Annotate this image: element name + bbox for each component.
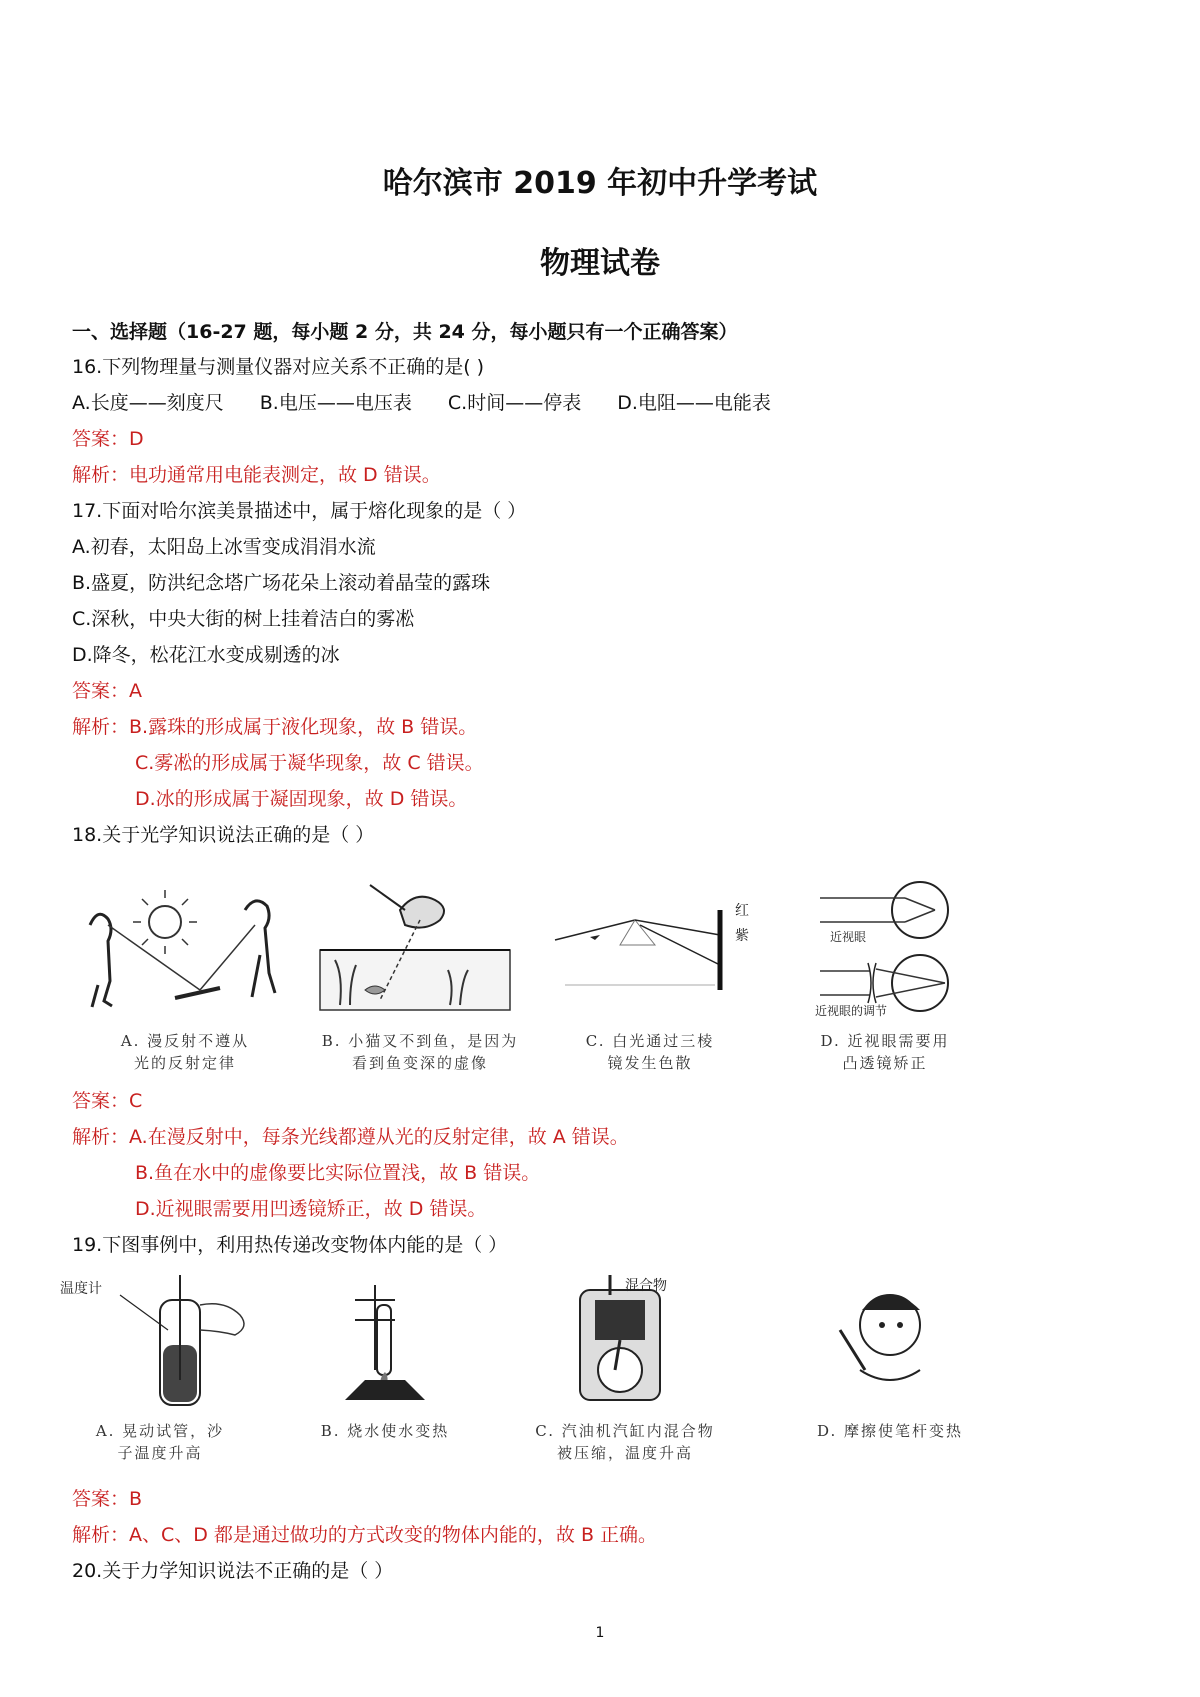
heating-water-figure: [315, 1270, 455, 1410]
label-red: 红: [735, 903, 749, 919]
q16-option-b: B.电压——电压表: [259, 392, 412, 414]
q18-caption-a-line2: 光的反射定律: [133, 1054, 236, 1072]
shaking-tube-figure: [100, 1270, 280, 1410]
q19-caption-c-line1: C. 汽油机汽缸内混合物: [535, 1422, 715, 1440]
page-title: 哈尔滨市 2019 年初中升学考试: [382, 166, 818, 201]
q17-stem: 17.下面对哈尔滨美景描述中，属于熔化现象的是（ ）: [72, 500, 527, 522]
q19-caption-d: [770, 1420, 1010, 1442]
q18-caption-d-line1: D. 近视眼需要用: [820, 1032, 950, 1050]
q19-caption-a-line1: A. 晃动试管，沙: [95, 1422, 225, 1440]
cat-fish-figure: [310, 880, 530, 1015]
q16-option-c: C.时间——停表: [447, 392, 582, 414]
q18-caption-d: [780, 1030, 990, 1074]
label-myopia-adjust: 近视眼的调节: [815, 1004, 888, 1018]
q19-caption-a: [60, 1420, 260, 1464]
q17-analysis-1: 解析：B.露珠的形成属于液化现象，故 B 错误。: [72, 716, 478, 738]
section-heading: 一、选择题（16-27 题，每小题 2 分，共 24 分，每小题只有一个正确答案）: [72, 321, 738, 343]
q18-caption-a-line1: A. 漫反射不遵从: [120, 1032, 250, 1050]
q18-caption-c-line2: 镜发生色散: [607, 1054, 693, 1072]
q18-caption-d-line2: 凸透镜矫正: [842, 1054, 928, 1072]
label-violet: 紫: [735, 928, 749, 944]
q18-caption-c: [550, 1030, 750, 1074]
q19-caption-b: [270, 1420, 500, 1442]
diffuse-reflection-figure: [70, 880, 300, 1015]
q18-caption-b-line1: B. 小猫叉不到鱼，是因为: [321, 1032, 519, 1050]
q17-option-b: B.盛夏，防洪纪念塔广场花朵上滚动着晶莹的露珠: [72, 572, 491, 594]
q18-caption-b-line2: 看到鱼变深的虚像: [351, 1054, 488, 1072]
label-mixture: 混合物: [625, 1278, 667, 1294]
q17-analysis-2: C.雾凇的形成属于凝华现象，故 C 错误。: [135, 752, 484, 774]
q19-stem: 19.下图事例中，利用热传递改变物体内能的是（ ）: [72, 1234, 508, 1256]
q19-analysis: 解析：A、C、D 都是通过做功的方式改变的物体内能的，故 B 正确。: [72, 1524, 658, 1546]
q16-option-a: A.长度——刻度尺: [72, 392, 224, 414]
q18-analysis-2: B.鱼在水中的虚像要比实际位置浅，故 B 错误。: [135, 1162, 541, 1184]
q19-caption-c: [500, 1420, 750, 1464]
q17-option-d: D.降冬，松花江水变成剔透的冰: [72, 644, 340, 666]
page-subtitle: 物理试卷: [540, 246, 660, 281]
page-number: 1: [595, 1625, 605, 1641]
label-myopia: 近视眼: [830, 930, 867, 944]
q17-answer: 答案：A: [72, 680, 142, 702]
q18-answer: 答案：C: [72, 1090, 143, 1112]
prism-dispersion-figure: [545, 880, 755, 1015]
q18-caption-b: [300, 1030, 540, 1074]
q17-option-c: C.深秋，中央大街的树上挂着洁白的雾凇: [72, 608, 415, 630]
q20-stem: 20.关于力学知识说法不正确的是（ ）: [72, 1560, 394, 1582]
q18-analysis-1: 解析：A.在漫反射中，每条光线都遵从光的反射定律，故 A 错误。: [72, 1126, 629, 1148]
q19-answer: 答案：B: [72, 1488, 143, 1510]
q18-analysis-3: D.近视眼需要用凹透镜矫正，故 D 错误。: [135, 1198, 487, 1220]
q19-caption-b-line1: B. 烧水使水变热: [320, 1422, 450, 1440]
q19-figures: [60, 1270, 1060, 1480]
q16-option-d: D.电阻——电能表: [617, 392, 771, 414]
q16-analysis: 解析：电功通常用电能表测定，故 D 错误。: [72, 464, 441, 486]
q18-caption-a: [80, 1030, 290, 1074]
q16-stem: 16.下列物理量与测量仪器对应关系不正确的是( ): [72, 356, 485, 378]
q18-figures: [60, 880, 1060, 1070]
q16-answer: 答案：D: [72, 428, 144, 450]
friction-pen-figure: [820, 1270, 950, 1410]
q19-caption-a-line2: 子温度升高: [117, 1444, 203, 1462]
myopia-figure: [760, 880, 990, 1020]
q17-option-a: A.初春，太阳岛上冰雪变成涓涓水流: [72, 536, 376, 558]
q17-analysis-3: D.冰的形成属于凝固现象，故 D 错误。: [135, 788, 468, 810]
label-thermometer: 温度计: [60, 1281, 102, 1297]
q19-caption-c-line2: 被压缩，温度升高: [556, 1444, 693, 1462]
q19-caption-d-line1: D. 摩擦使笔杆变热: [816, 1422, 964, 1440]
q16-options: [72, 389, 801, 417]
q18-stem: 18.关于光学知识说法正确的是（ ）: [72, 824, 375, 846]
q18-caption-c-line1: C. 白光通过三棱: [585, 1032, 715, 1050]
